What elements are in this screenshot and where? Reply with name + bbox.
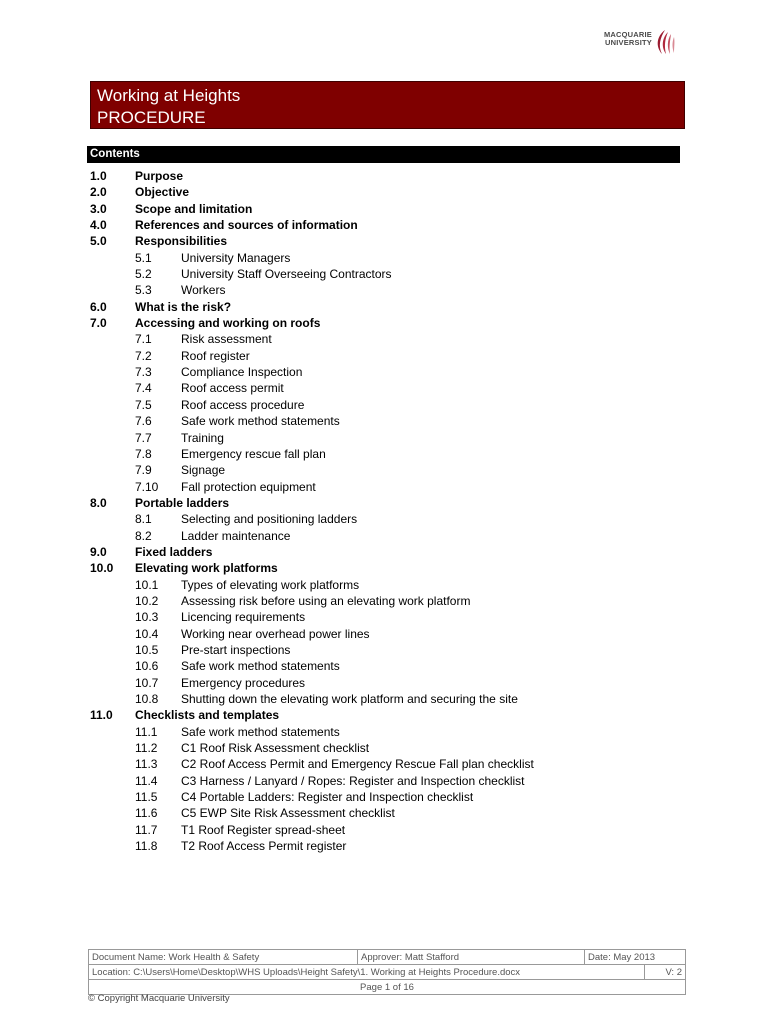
toc-title: Risk assessment <box>181 332 272 347</box>
toc-title: Workers <box>181 283 226 298</box>
toc-subsection[interactable] <box>90 479 680 495</box>
toc-number: 10.0 <box>90 561 114 576</box>
toc-title: T2 Roof Access Permit register <box>181 839 347 854</box>
toc-title: Scope and limitation <box>135 201 253 216</box>
toc-number: 8.1 <box>135 512 152 527</box>
toc-subsection[interactable] <box>90 577 680 593</box>
toc-title: Fixed ladders <box>135 544 213 559</box>
toc-title: Safe work method statements <box>181 414 340 429</box>
toc-title: Portable ladders <box>135 495 230 510</box>
toc-title: Shutting down the elevating work platform and securing the site <box>181 692 518 706</box>
toc-subsection[interactable] <box>90 446 680 462</box>
toc-section[interactable] <box>90 233 680 249</box>
toc-number: 10.3 <box>135 610 159 625</box>
document-type: PROCEDURE <box>97 108 206 127</box>
toc-number: 7.5 <box>135 397 152 412</box>
toc-title: Selecting and positioning ladders <box>181 512 358 527</box>
toc-title: Emergency procedures <box>181 675 306 690</box>
toc-title: Elevating work platforms <box>135 561 278 576</box>
toc-subsection[interactable] <box>90 413 680 429</box>
toc-number: 5.3 <box>135 283 152 298</box>
toc-number: 11.6 <box>135 806 158 821</box>
toc-title: C4 Portable Ladders: Register and Inspection checklist <box>181 790 474 805</box>
toc-title: Safe work method statements <box>181 724 340 739</box>
toc-subsection[interactable] <box>90 822 680 838</box>
toc-title: Accessing and working on roofs <box>135 316 321 331</box>
toc-subsection[interactable] <box>90 724 680 740</box>
toc-number: 10.8 <box>135 692 159 706</box>
toc-number: 10.2 <box>135 593 159 608</box>
toc-title: Training <box>181 430 224 445</box>
toc-title: C2 Roof Access Permit and Emergency Rescue Fall plan checklist <box>181 757 534 772</box>
toc-subsection[interactable] <box>90 740 680 756</box>
toc-number: 7.4 <box>135 381 152 396</box>
toc-section[interactable] <box>90 168 680 184</box>
toc-title: University Staff Overseeing Contractors <box>181 267 392 282</box>
toc-number: 3.0 <box>90 201 107 216</box>
document-footer-table <box>88 949 686 995</box>
toc-subsection[interactable] <box>90 331 680 347</box>
toc-number: 10.4 <box>135 626 159 641</box>
toc-number: 11.0 <box>90 708 113 723</box>
toc-title: Roof access procedure <box>181 397 305 412</box>
toc-section[interactable] <box>90 299 680 315</box>
toc-number: 11.1 <box>135 724 158 739</box>
toc-number: 10.5 <box>135 642 159 657</box>
toc-number: 10.1 <box>135 577 159 592</box>
toc-subsection[interactable] <box>90 250 680 266</box>
toc-subsection[interactable] <box>90 593 680 609</box>
toc-subsection[interactable] <box>90 626 680 642</box>
toc-title: C1 Roof Risk Assessment checklist <box>181 741 370 756</box>
toc-number: 7.6 <box>135 414 152 429</box>
toc-title: Signage <box>181 463 226 478</box>
toc-number: 2.0 <box>90 185 107 200</box>
toc-title: Licencing requirements <box>181 610 306 625</box>
toc-subsection[interactable] <box>90 675 680 691</box>
toc-subsection[interactable] <box>90 462 680 478</box>
toc-title: C5 EWP Site Risk Assessment checklist <box>181 806 395 821</box>
toc-title: References and sources of information <box>135 218 358 233</box>
toc-subsection[interactable] <box>90 348 680 364</box>
toc-subsection[interactable] <box>90 397 680 413</box>
toc-title: Fall protection equipment <box>181 479 316 494</box>
toc-subsection[interactable] <box>90 430 680 446</box>
toc-title: Responsibilities <box>135 234 228 249</box>
toc-number: 10.6 <box>135 659 159 674</box>
toc-subsection[interactable] <box>90 756 680 772</box>
contents-heading: Contents <box>87 146 680 163</box>
toc-number: 11.4 <box>135 773 158 788</box>
toc-title: C3 Harness / Lanyard / Ropes: Register and Inspection checklist <box>181 773 525 788</box>
toc-number: 5.0 <box>90 234 107 249</box>
toc-subsection[interactable] <box>90 805 680 821</box>
title-banner <box>90 81 685 129</box>
toc-section[interactable] <box>90 544 680 560</box>
toc-subsection[interactable] <box>90 609 680 625</box>
toc-number: 6.0 <box>90 299 107 314</box>
toc-section[interactable] <box>90 184 680 200</box>
toc-title: Safe work method statements <box>181 659 340 674</box>
table-of-contents <box>90 168 680 854</box>
toc-number: 10.7 <box>135 675 159 690</box>
toc-number: 7.10 <box>135 479 159 494</box>
footer-version: V: 2 <box>645 965 686 980</box>
toc-subsection[interactable] <box>90 773 680 789</box>
toc-subsection[interactable] <box>90 789 680 805</box>
logo-line-2: UNIVERSITY <box>604 38 652 47</box>
footer-document-name: Document Name: Work Health & Safety <box>89 950 358 965</box>
footer-date: Date: May 2013 <box>585 950 686 965</box>
toc-number: 7.2 <box>135 348 152 363</box>
document-title: Working at Heights <box>97 86 241 105</box>
footer-approver: Approver: Matt Stafford <box>358 950 585 965</box>
toc-subsection[interactable] <box>90 642 680 658</box>
toc-subsection[interactable] <box>90 266 680 282</box>
toc-number: 7.7 <box>135 430 152 445</box>
toc-title: Checklists and templates <box>135 708 280 723</box>
toc-number: 7.9 <box>135 463 152 478</box>
toc-title: Pre-start inspections <box>181 642 291 657</box>
toc-number: 5.2 <box>135 267 152 282</box>
toc-section[interactable] <box>90 707 680 723</box>
toc-title: T1 Roof Register spread-sheet <box>181 822 346 837</box>
toc-section[interactable] <box>90 201 680 217</box>
toc-number: 1.0 <box>90 169 107 183</box>
toc-section[interactable] <box>90 217 680 233</box>
toc-title: Working near overhead power lines <box>181 626 370 641</box>
toc-section[interactable] <box>90 495 680 511</box>
footer-location: Location: C:\Users\Home\Desktop\WHS Uploads\Height Safety\1. Working at Heights Procedure.docx <box>89 965 645 980</box>
toc-subsection[interactable] <box>90 364 680 380</box>
macquarie-logo <box>596 28 680 58</box>
toc-title: Roof register <box>181 348 250 363</box>
toc-subsection[interactable] <box>90 282 680 298</box>
toc-number: 8.0 <box>90 495 107 510</box>
toc-number: 7.1 <box>135 332 152 347</box>
toc-title: Compliance Inspection <box>181 365 303 380</box>
toc-number: 11.2 <box>135 741 158 756</box>
toc-subsection[interactable] <box>90 380 680 396</box>
toc-title: Roof access permit <box>181 381 284 396</box>
logo-mark-icon <box>652 28 678 56</box>
toc-number: 4.0 <box>90 218 107 233</box>
toc-title: Types of elevating work platforms <box>181 577 360 592</box>
toc-subsection[interactable] <box>90 838 680 854</box>
toc-title: What is the risk? <box>135 299 232 314</box>
toc-number: 11.5 <box>135 790 158 805</box>
toc-number: 11.3 <box>135 757 158 772</box>
copyright-notice: © Copyright Macquarie University <box>88 993 230 1004</box>
toc-subsection[interactable] <box>90 691 680 707</box>
toc-title: Objective <box>135 185 190 200</box>
toc-number: 7.0 <box>90 316 107 331</box>
toc-number: 9.0 <box>90 544 107 559</box>
toc-number: 7.8 <box>135 446 152 461</box>
toc-title: Ladder maintenance <box>181 528 291 543</box>
toc-number: 11.7 <box>135 822 158 837</box>
toc-title: Emergency rescue fall plan <box>181 446 326 461</box>
toc-number: 11.8 <box>135 839 158 854</box>
footer-page-number: Page 1 of 16 <box>89 980 686 995</box>
toc-subsection[interactable] <box>90 658 680 674</box>
toc-title: Purpose <box>135 169 184 183</box>
logo-line-1: MACQUARIE <box>603 30 652 39</box>
toc-subsection[interactable] <box>90 511 680 527</box>
toc-section[interactable] <box>90 315 680 331</box>
toc-section[interactable] <box>90 560 680 576</box>
toc-title: University Managers <box>181 250 291 265</box>
toc-number: 8.2 <box>135 528 152 543</box>
toc-number: 5.1 <box>135 250 152 265</box>
toc-title: Assessing risk before using an elevating work platform <box>181 593 471 608</box>
logo-wordmark <box>596 31 652 47</box>
toc-subsection[interactable] <box>90 528 680 544</box>
toc-number: 7.3 <box>135 365 152 380</box>
